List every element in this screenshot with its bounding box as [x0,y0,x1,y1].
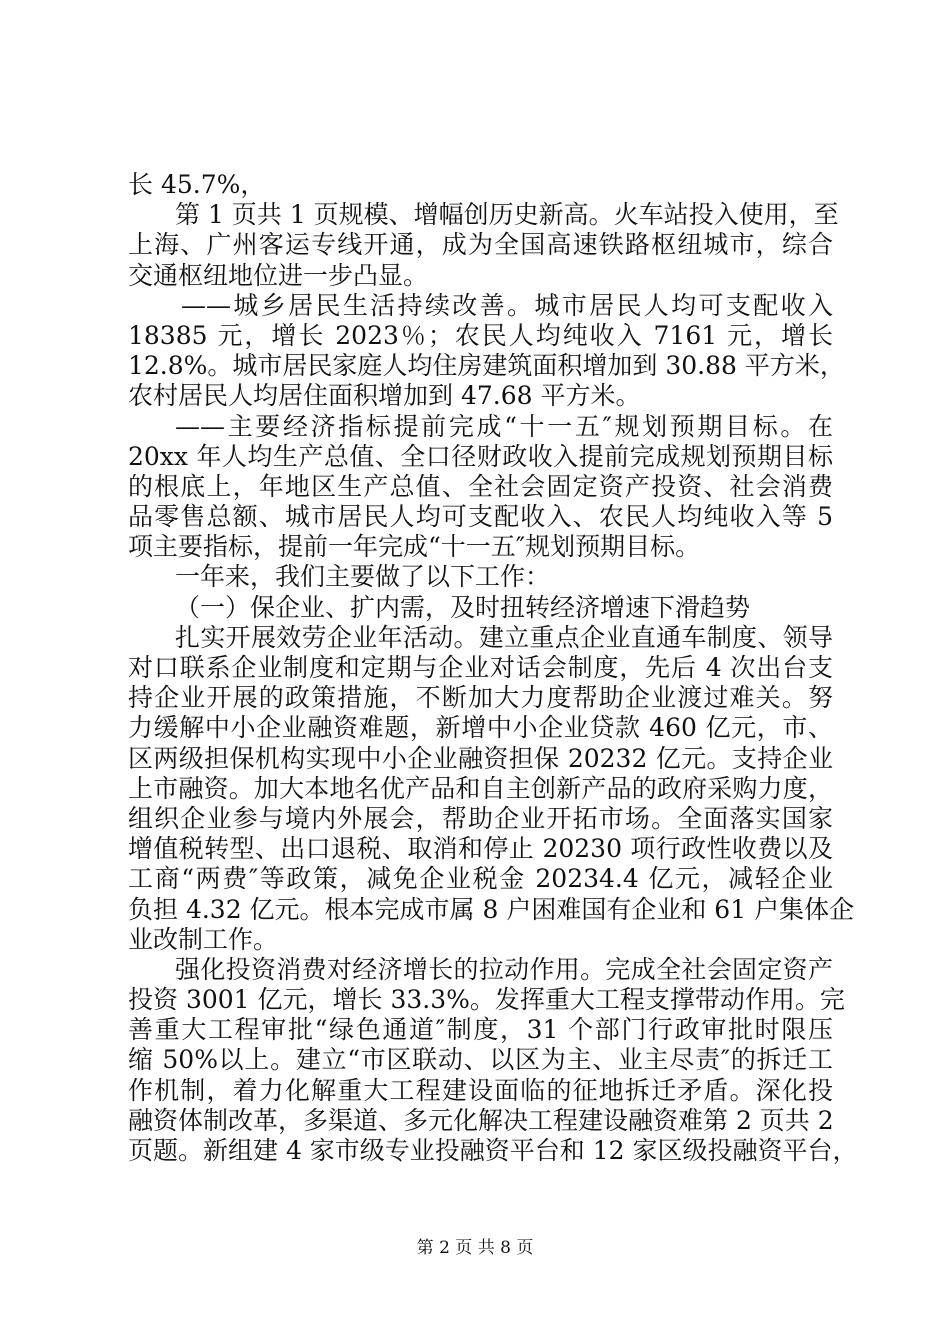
text-line: 负担 4.32 亿元。根本完成市属 8 户困难国有企业和 61 户集体企 [128,894,855,924]
text-line: 18385 元，增长 2023％；农民人均纯收入 7161 元，增长 [128,320,833,350]
text-line: 组织企业参与境内外展会，帮助企业开拓市场。全面落实国家 [128,803,833,833]
text-line: 页题。新组建 4 家市级专业投融资平台和 12 家区级投融资平台， [128,1136,858,1165]
text-line: ——主要经济指标提前完成“十一五″规划预期目标。在 [175,411,833,441]
text-line: 作机制，着力化解重大工程建设面临的征地拆迁矛盾。深化投 [128,1075,833,1105]
text-line: 一年来，我们主要做了以下工作： [175,562,551,592]
text-line: 上市融资。加大本地名优产品和自主创新产品的政府采购力度， [128,773,833,803]
page-footer: 第 2 页 共 8 页 [416,1238,534,1258]
text-line: 12.8%。城市居民家庭人均住房建筑面积增加到 30.88 平方米， [128,351,845,381]
text-line: 力缓解中小企业融资难题，新增中小企业贷款 460 亿元，市、 [128,713,833,743]
text-line: 扎实开展效劳企业年活动。建立重点企业直通车制度、领导 [175,622,833,652]
text-line: 业改制工作。 [128,924,279,954]
text-line: 长 45.7%， [128,170,266,199]
text-line: 交通枢纽地位进一步凸显。 [128,260,429,290]
text-line: 的根底上，年地区生产总值、全社会固定资产投资、社会消费 [128,471,833,501]
text-line: 善重大工程审批“绿色通道″制度，31 个部门行政审批时限压 [128,1015,833,1045]
text-line: 缩 50%以上。建立“市区联动、以区为主、业主尽责″的拆迁工 [128,1045,833,1075]
body-text [128,170,858,1166]
text-line: 对口联系企业制度和定期与企业对话会制度，先后 4 次出台支 [128,653,833,682]
text-line: 区两级担保机构实现中小企业融资担保 20232 亿元。支持企业 [128,743,833,773]
text-line: 项主要指标，提前一年完成“十一五″规划预期目标。 [128,532,701,562]
text-line: 品零售总额、城市居民人均可支配收入、农民人均纯收入等 5 [128,502,833,532]
text-line: 农村居民人均居住面积增加到 47.68 平方米。 [128,381,641,411]
text-line: ——城乡居民生活持续改善。城市居民人均可支配收入 [181,290,833,320]
text-line: （一）保企业、扩内需，及时扭转经济增速下滑趋势 [175,592,751,622]
text-line: 融资体制改革，多渠道、多元化解决工程建设融资难第 2 页共 2 [128,1105,834,1135]
text-line: 第 1 页共 1 页规模、增幅创历史新高。火车站投入使用，至 [175,200,839,230]
text-line: 上海、广州客运专线开通，成为全国高速铁路枢纽城市，综合 [128,230,833,260]
text-line: 持企业开展的政策措施，不断加大力度帮助企业渡过难关。努 [128,683,833,713]
text-line: 强化投资消费对经济增长的拉动作用。完成全社会固定资产 [175,954,833,984]
text-line: 投资 3001 亿元，增长 33.3%。发挥重大工程支撑带动作用。完 [128,985,845,1015]
text-line: 工商“两费″等政策，减免企业税金 20234.4 亿元，减轻企业 [128,864,833,894]
text-line: 增值税转型、出口退税、取消和停止 20230 项行政性收费以及 [128,834,833,864]
text-line: 20xx 年人均生产总值、全口径财政收入提前完成规划预期目标 [128,441,833,471]
